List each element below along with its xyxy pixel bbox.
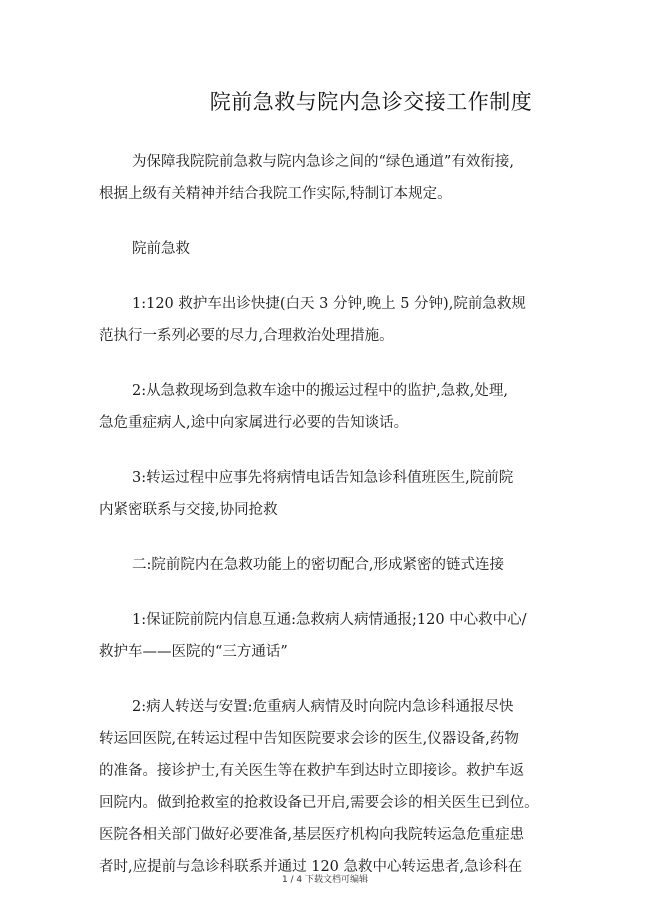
text-line: 为保障我院院前急救与院内急诊之间的“绿色通道”有效衔接,	[132, 154, 514, 170]
text-line: 急危重症病人,途中向家属进行必要的告知谈话。	[99, 415, 409, 431]
text-line: 2:病人转送与安置:危重病人病情及时向院内急诊科通报尽快	[132, 699, 514, 715]
text-line: 救护车——医院的“三方通话”	[99, 644, 288, 660]
paragraph	[99, 691, 569, 883]
text-line: 医院各相关部门做好必要准备,基层医疗机构向我院转运急危重症患	[99, 827, 525, 843]
text-line: 范执行一系列必要的尽力,合理救治处理措施。	[99, 328, 394, 344]
document-title: 院前急救与院内急诊交接工作制度	[209, 90, 533, 114]
text-line: 者时,应提前与急诊科联系并通过 120 急救中心转运患者,急诊科在	[99, 859, 523, 875]
text-line: 1:保证院前院内信息互通:急救病人病情通报;120 中心救中心/	[132, 612, 527, 628]
text-line: 转运回医院,在转运过程中告知医院要求会诊的医生,仪器设备,药物	[99, 731, 519, 747]
section-heading	[99, 549, 569, 581]
text-line: 根据上级有关精神并结合我院工作实际,特制订本规定。	[99, 186, 452, 202]
text-line: 的准备。接诊护士,有关医生等在救护车到达时立即接诊。救护车返	[99, 763, 525, 779]
paragraph	[99, 146, 569, 210]
text-line: 回院内。做到抢救室的抢救设备已开启,需要会诊的相关医生已到位。	[99, 795, 539, 811]
text-line: 内紧密联系与交接,协同抢救	[99, 502, 278, 518]
paragraph	[99, 462, 569, 526]
text-line: 2:从急救现场到急救车途中的搬运过程中的监护,急救,处理,	[132, 383, 508, 399]
paragraph	[99, 288, 569, 352]
section-heading	[99, 233, 569, 265]
paragraph	[99, 604, 569, 668]
document-body	[99, 146, 569, 906]
text-line: 院前急救	[132, 241, 190, 257]
text-line: 3:转运过程中应事先将病情电话告知急诊科值班医生,院前院	[132, 470, 514, 486]
text-line: 二:院前院内在急救功能上的密切配合,形成紧密的链式连接	[132, 557, 504, 573]
text-line: 1:120 救护车出诊快捷(白天 3 分钟,晚上 5 分钟),院前急救规	[132, 296, 526, 312]
paragraph	[99, 375, 569, 439]
page-footer: 1 / 4 下载文档可编辑	[281, 875, 369, 885]
